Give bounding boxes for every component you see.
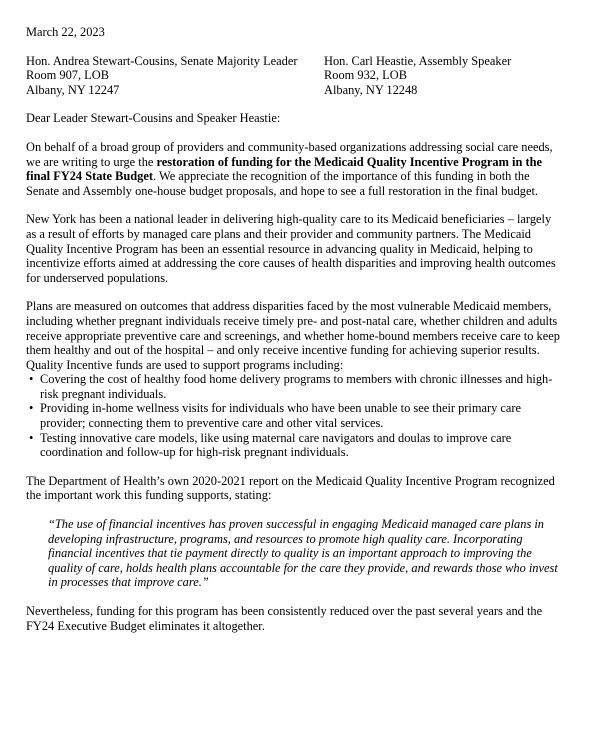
paragraph-closing: Nevertheless, funding for this program has been consistently reduced over the past several years and the FY24 Executive Budget eliminates it altogether. — [26, 604, 543, 633]
letter-date: March 22, 2023 — [26, 25, 105, 39]
list-item: • Covering the cost of healthy food home delivery programs to members with chronic illnesses and high-risk pregnant individuals. — [26, 372, 564, 401]
list-intro: Quality Incentive funds are used to support programs including: — [26, 357, 344, 372]
paragraph-intro-post: . We appreciate the recognition of the importance of this funding in both the Senate and Assembly one-house budget proposals, and hope to see a full restoration in the final budget. — [26, 169, 539, 198]
recipient-city: Albany, NY 12248 — [324, 82, 418, 97]
salutation: Dear Leader Stewart-Cousins and Speaker Heastie: — [26, 111, 281, 126]
report-quote: “The use of financial incentives has proven successful in engaging Medicaid managed care plans in developing infrastructure, programs, and resources to promote high quality care. Incorporating financial incentives that tie payment directly to quality is an important approach to improving the quality of care, holds health plans accountable for the care they provide, and rewards those who invest in processes that improve care.” — [48, 517, 558, 590]
recipient-addresses — [26, 54, 564, 98]
paragraph-outcomes: Plans are measured on outcomes that address disparities faced by the most vulnerable Medicaid members, including whether pregnant individuals receive timely pre- and post-natal care, whether children and adults receive appropriate preventive care and screenings, and whether home-bound members receive care to keep them healthy and out of the hospital – and only receive incentive funding for achieving superior results. — [26, 299, 560, 358]
recipient-name: Hon. Carl Heastie, Assembly Speaker — [324, 53, 512, 68]
list-item: • Testing innovative care models, like using maternal care navigators and doulas to improve care coordination and follow-up for high-risk pregnant individuals. — [26, 431, 564, 460]
recipient-room: Room 907, LOB — [26, 68, 109, 83]
recipient-name: Hon. Andrea Stewart-Cousins, Senate Majority Leader — [26, 53, 298, 68]
paragraph-national-leader: New York has been a national leader in delivering high-quality care to its Medicaid beneficiaries – largely as a result of efforts by managed care plans and their provider and community partners. The Medicaid Quality Incentive Program has been an essential resource in advancing quality in Medicaid, helping to incentivize efforts aimed at addressing the core causes of health disparities and improving health outcomes for underserved populations. — [26, 212, 556, 285]
recipient-senate — [26, 54, 324, 98]
recipient-assembly — [324, 54, 511, 98]
paragraph-intro — [26, 140, 564, 198]
program-list — [26, 372, 564, 460]
recipient-city: Albany, NY 12247 — [26, 82, 120, 97]
recipient-room: Room 932, LOB — [324, 68, 407, 83]
list-item: • Providing in-home wellness visits for individuals who have been unable to see their primary care provider; connecting them to preventive care and other vital services. — [26, 401, 564, 430]
paragraph-intro-pre: On behalf of a broad group of providers and community-based organizations addressing social care needs, we are writing to urge the — [26, 139, 553, 169]
paragraph-doh-report: The Department of Health’s own 2020-2021 report on the Medicaid Quality Incentive Program recognized the important work this funding supports, stating: — [26, 473, 555, 503]
paragraph-intro-emphasis: restoration of funding for the Medicaid Quality Incentive Program in the final FY24 State Budget — [26, 154, 542, 184]
